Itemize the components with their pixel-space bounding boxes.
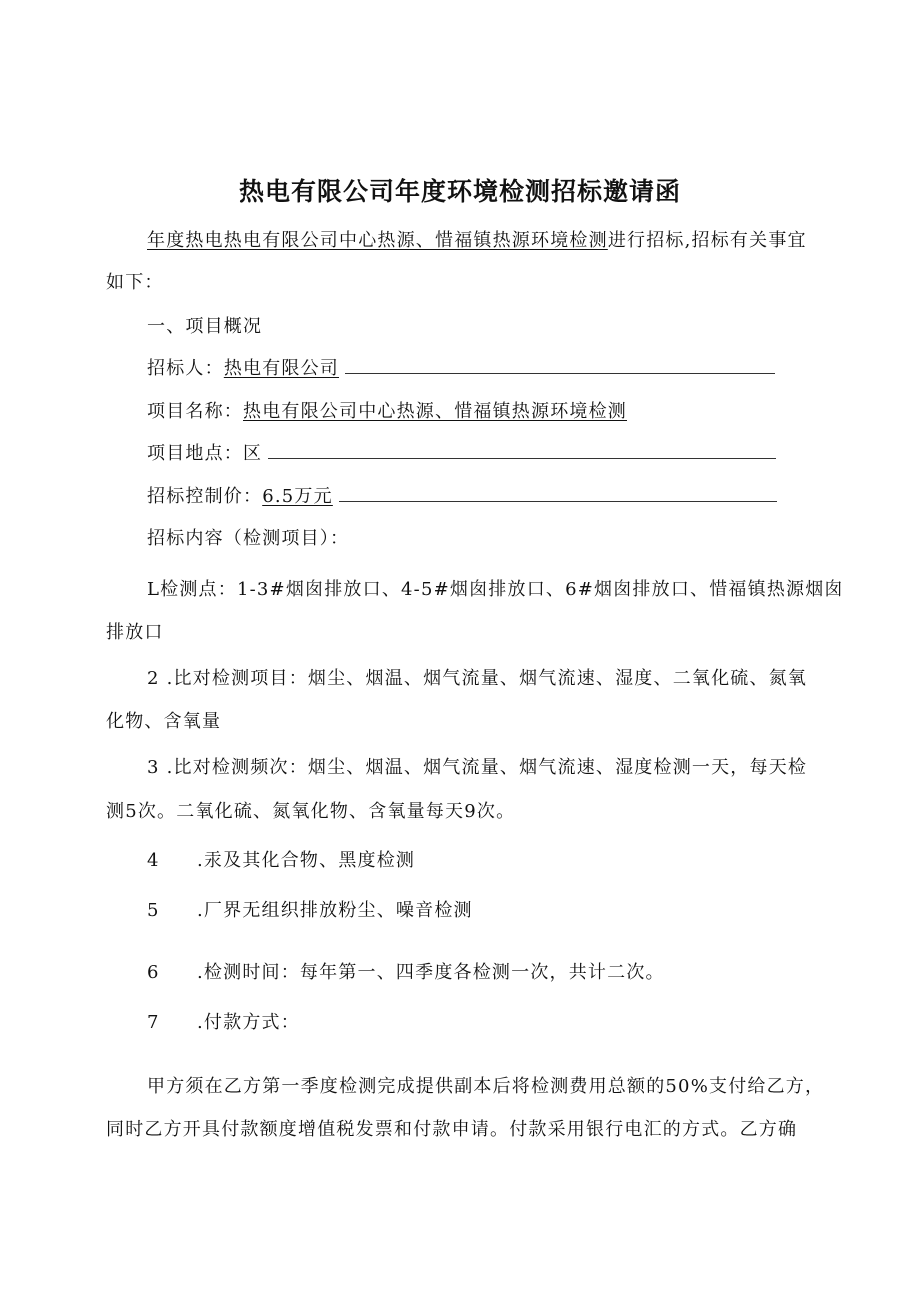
location-value: 区 — [243, 443, 263, 464]
intro-line-1 — [147, 226, 807, 252]
field-project-name — [147, 397, 627, 423]
item-3-line-1: 3 .比对检测频次：烟尘、烟温、烟气流量、烟气流速、湿度检测一天，每天检 — [147, 757, 808, 778]
field-price — [147, 482, 777, 508]
item-4 — [147, 846, 415, 872]
bidder-label: 招标人： — [147, 358, 224, 379]
item-5-text: .厂界无组织排放粉尘、噪音检测 — [197, 900, 473, 921]
item-4-number: 4 — [147, 850, 160, 871]
intro-line-2: 如下： — [106, 272, 164, 293]
item-6-number: 6 — [147, 962, 160, 983]
payment-line-2: 同时乙方开具付款额度增值税发票和付款申请。付款采用银行电汇的方式。乙方确 — [106, 1119, 798, 1140]
project-name-value: 热电有限公司中心热源、惜福镇热源环境检测 — [243, 401, 627, 422]
section-heading-project-overview: 一、项目概况 — [147, 316, 263, 337]
bidder-blank-line — [345, 355, 775, 374]
item-7-text: .付款方式： — [197, 1012, 300, 1033]
bidder-value: 热电有限公司 — [223, 358, 340, 379]
intro-project-underlined: 年度热电热电有限公司中心热源、惜福镇热源环境检测 — [147, 230, 608, 251]
project-name-label: 项目名称： — [147, 401, 243, 422]
payment-line-1: 甲方须在乙方第一季度检测完成提供副本后将检测费用总额的50%支付给乙方， — [147, 1076, 825, 1097]
item-2-line-1: 2 .比对检测项目：烟尘、烟温、烟气流量、烟气流速、湿度、二氧化硫、氮氧 — [147, 668, 808, 689]
price-label: 招标控制价： — [147, 486, 263, 507]
field-location — [147, 439, 776, 465]
item-6-text: .检测时间：每年第一、四季度各检测一次，共计二次。 — [197, 962, 665, 983]
field-bidder — [147, 354, 775, 380]
item-1-line-2: 排放口 — [106, 622, 164, 643]
location-label: 项目地点： — [147, 443, 243, 464]
item-6 — [147, 958, 665, 984]
item-7 — [147, 1008, 300, 1034]
item-3-line-2: 测5次。二氧化硫、氮氧化物、含氧量每天9次。 — [106, 801, 516, 822]
field-content-label: 招标内容（检测项目）： — [147, 528, 350, 549]
document-title: 热电有限公司年度环境检测招标邀请函 — [238, 177, 681, 206]
price-blank-line — [339, 483, 777, 502]
item-5 — [147, 896, 473, 922]
intro-rest: 进行招标,招标有关事宜 — [607, 230, 807, 251]
item-4-text: .汞及其化合物、黑度检测 — [197, 850, 416, 871]
item-2-line-2: 化物、含氧量 — [106, 711, 222, 732]
item-1-line-1: L检测点：1-3#烟囱排放口、4-5#烟囱排放口、6#烟囱排放口、惜福镇热源烟囱 — [147, 579, 844, 600]
price-value: 6.5万元 — [262, 486, 333, 507]
item-7-number: 7 — [147, 1012, 160, 1033]
location-blank-line — [268, 440, 776, 459]
item-5-number: 5 — [147, 900, 160, 921]
